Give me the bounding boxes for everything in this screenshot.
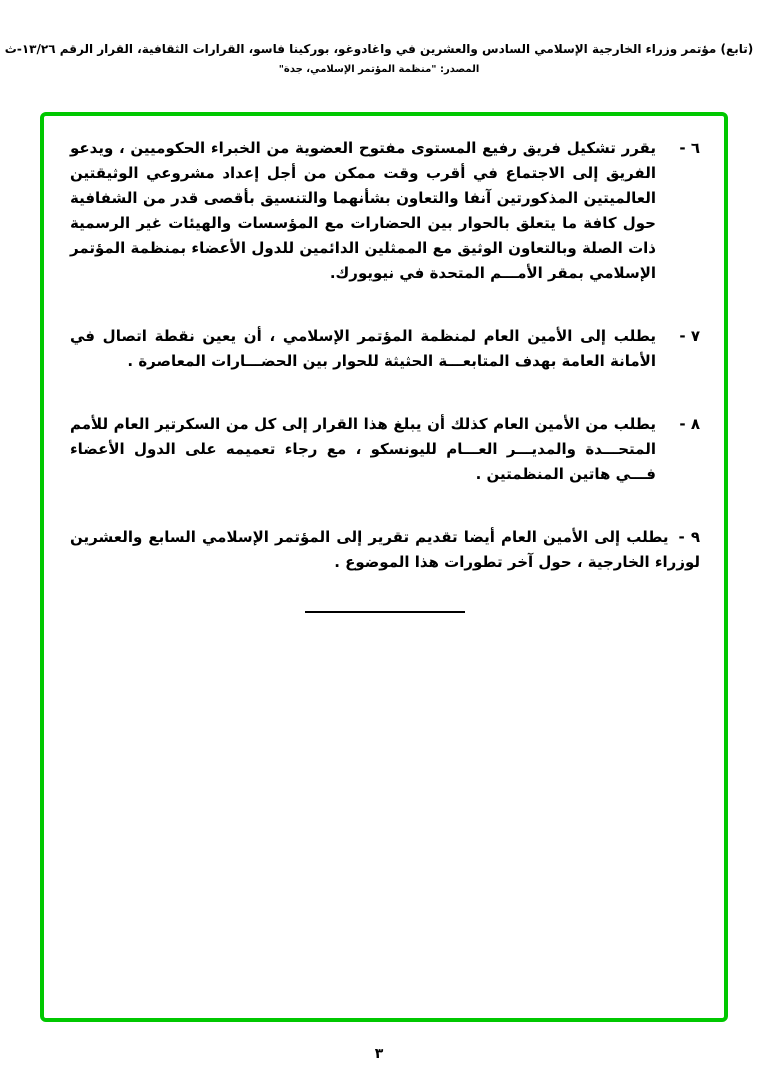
resolution-item-8 [70,412,700,487]
item-number: ٨ - [679,415,700,433]
item-text: يطلب من الأمين العام كذلك أن يبلغ هذا القرار إلى كل من السكرتير العام للأمم المتحـــدة والمديـــر العـــام لليونسكو ، مع رجاء تعميمه على الدول الأعضاء فـــي هاتين المنظمتين . [70,415,656,483]
document-header [0,42,758,75]
document-title: (تابع) مؤتمر وزراء الخارجية الإسلامي السادس والعشرين في واغادوغو، بوركينا فاسو، القرارات الثقافية، القرار الرقم ١٣/٢٦-ث [4,42,754,56]
item-text: يطلب إلى الأمين العام أيضا تقديم تقرير إلى المؤتمر الإسلامي السابع والعشرين لوزراء الخارجية ، حول آخر تطورات هذا الموضوع . [70,528,700,571]
item-number: ٦ - [679,139,700,157]
resolution-item-6 [70,136,700,286]
item-text: يطلب إلى الأمين العام لمنظمة المؤتمر الإسلامي ، أن يعين نقطة اتصال في الأمانة العامة بهدف المتابعـــة الحثيثة للحوار بين الحضـــارات المعاصرة . [70,327,656,370]
item-number: ٩ - [678,528,700,546]
end-divider [305,611,465,613]
item-text: يقرر تشكيل فريق رفيع المستوى مفتوح العضوية من الخبراء الحكوميين ، ويدعو الفريق إلى الاجتماع في أقرب وقت ممكن من أجل إعداد مشروعي الوثيقتين العالميتين المذكورتين آنفا والتعاون بشأنهما والتنسيق بأقصى قدر من الشفافية حول كافة ما يتعلق بالحوار بين الحضارات مع المؤسسات والهيئات غير الرسمية ذات الصلة وبالتعاون الوثيق مع الممثلين الدائمين للدول الأعضاء بمنظمة المؤتمر الإسلامي بمقر الأمـــم المتحدة في نيويورك. [70,139,656,282]
resolution-item-9 [70,525,700,575]
resolution-item-7 [70,324,700,374]
content-border-box [40,112,728,1022]
document-source: المصدر: "منظمة المؤتمر الإسلامي، جدة" [278,64,480,75]
item-number: ٧ - [679,327,700,345]
page-number: ٣ [374,1046,384,1062]
